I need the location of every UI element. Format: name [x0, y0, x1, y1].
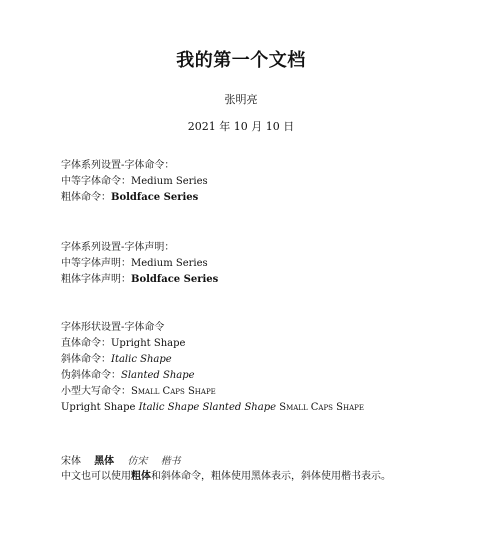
upright-sample: Upright Shape [61, 402, 136, 413]
font-shape-block [61, 320, 461, 416]
line-prefix: 粗体字体声明： [61, 274, 131, 285]
italic-sample: Italic Shape [138, 402, 200, 413]
document-title: 我的第一个文档 [176, 50, 306, 71]
medium-command-line [61, 174, 461, 190]
songti-sample: 宋体 [61, 456, 81, 467]
section-heading: 字体系列设置-字体命令： [61, 160, 175, 171]
medium-series-sample: Medium Series [131, 258, 208, 269]
slanted-line [61, 368, 461, 384]
paragraph-text: 中文也可以使用 [61, 471, 131, 482]
slanted-sample: Slanted Shape [202, 402, 277, 413]
body-paragraph [38, 468, 398, 485]
combined-shapes-line [61, 400, 461, 416]
smallcaps-line [61, 384, 461, 400]
upright-line [61, 336, 461, 352]
fangsong-sample: 仿宋 [127, 456, 148, 467]
medium-series-sample: Medium Series [131, 176, 208, 187]
document-author: 张明亮 [224, 93, 258, 106]
chinese-font-samples [61, 452, 191, 467]
line-prefix: 小型大写命令： [61, 386, 131, 397]
bold-series-sample: Boldface Series [131, 274, 219, 285]
bold-series-sample: Boldface Series [111, 192, 199, 203]
smallcaps-sample: Small Caps Shape [279, 402, 364, 413]
paragraph-bold-word: 粗体 [131, 471, 151, 482]
line-prefix: 中等字体命令： [61, 176, 131, 187]
paragraph-text: 和斜体命令，粗体使用黑体表示，斜体使用楷书表示。 [151, 471, 391, 482]
line-prefix: 直体命令： [61, 338, 111, 349]
font-family-commands-block [61, 158, 461, 206]
bold-declaration-line [61, 272, 461, 288]
bold-command-line [61, 190, 461, 206]
document-date: 2021 年 10 月 10 日 [187, 120, 295, 133]
slanted-sample: Slanted Shape [121, 370, 195, 381]
line-prefix: 伪斜体命令： [61, 370, 121, 381]
line-prefix: 斜体命令： [61, 354, 111, 365]
section-heading: 字体形状设置-字体命令 [61, 322, 165, 333]
kaishu-sample: 楷书 [160, 456, 181, 467]
medium-declaration-line [61, 256, 461, 272]
line-prefix: 中等字体声明： [61, 258, 131, 269]
section-heading: 字体系列设置-字体声明： [61, 242, 175, 253]
smallcaps-sample: Small Caps Shape [131, 386, 216, 397]
italic-line [61, 352, 461, 368]
line-prefix: 粗体命令： [61, 192, 111, 203]
font-family-declarations-block [61, 240, 461, 288]
upright-sample: Upright Shape [111, 338, 186, 349]
heiti-sample: 黑体 [94, 456, 115, 467]
italic-sample: Italic Shape [111, 354, 172, 365]
